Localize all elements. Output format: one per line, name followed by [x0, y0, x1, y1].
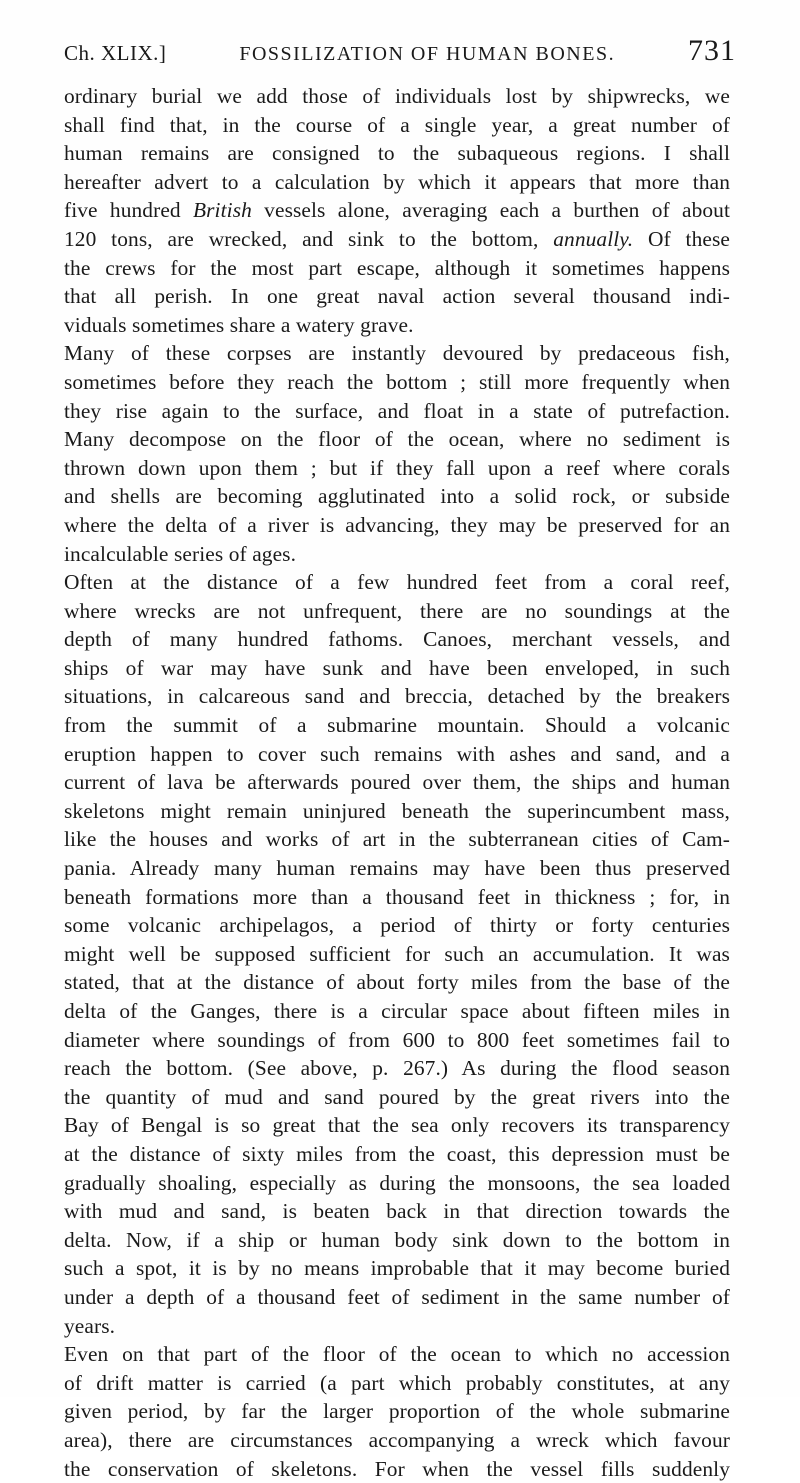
text-line	[64, 196, 730, 225]
text-line: Many decompose on the floor of the ocean, where no sediment is	[64, 425, 730, 454]
text-line: where the delta of a river is advancing, they may be preserved for an	[64, 511, 730, 540]
text-line: the crews for the most part escape, although it sometimes happens	[64, 254, 730, 283]
text-segment: Of these	[633, 227, 730, 251]
text-segment: 120 tons, are wrecked, and sink to the bottom,	[64, 227, 553, 251]
text-line: might well be supposed sufficient for such an accumulation. It was	[64, 940, 730, 969]
text-line: that all perish. In one great naval action several thousand indi-	[64, 282, 730, 311]
text-line: the conservation of skeletons. For when the vessel fills suddenly	[64, 1455, 730, 1483]
text-segment: five hundred	[64, 198, 193, 222]
text-line: human remains are consigned to the subaqueous regions. I shall	[64, 139, 730, 168]
page-number: 731	[688, 34, 736, 68]
text-line	[64, 225, 730, 254]
text-line: Often at the distance of a few hundred feet from a coral reef,	[64, 568, 730, 597]
text-line: situations, in calcareous sand and breccia, detached by the breakers	[64, 682, 730, 711]
text-line: beneath formations more than a thousand feet in thickness ; for, in	[64, 883, 730, 912]
text-line: under a depth of a thousand feet of sediment in the same number of	[64, 1283, 730, 1312]
text-line: sometimes before they reach the bottom ; still more frequently when	[64, 368, 730, 397]
text-line: some volcanic archipelagos, a period of thirty or forty centuries	[64, 911, 730, 940]
text-line: Bay of Bengal is so great that the sea only recovers its transparency	[64, 1111, 730, 1140]
italic-text: British	[193, 198, 252, 222]
text-line: the quantity of mud and sand poured by the great rivers into the	[64, 1083, 730, 1112]
text-line: given period, by far the larger proportion of the whole submarine	[64, 1397, 730, 1426]
text-line: and shells are becoming agglutinated into a solid rock, or subside	[64, 482, 730, 511]
text-line: from the summit of a submarine mountain. Should a volcanic	[64, 711, 730, 740]
text-line: like the houses and works of art in the subterranean cities of Cam-	[64, 825, 730, 854]
chapter-reference: Ch. XLIX.]	[64, 41, 166, 66]
text-line: they rise again to the surface, and float in a state of putrefaction.	[64, 397, 730, 426]
text-line: stated, that at the distance of about forty miles from the base of the	[64, 968, 730, 997]
text-line: eruption happen to cover such remains with ashes and sand, and a	[64, 740, 730, 769]
text-line: Even on that part of the floor of the ocean to which no accession	[64, 1340, 730, 1369]
text-line: skeletons might remain uninjured beneath the superincumbent mass,	[64, 797, 730, 826]
text-line: ordinary burial we add those of individuals lost by shipwrecks, we	[64, 82, 730, 111]
text-line: current of lava be afterwards poured over them, the ships and human	[64, 768, 730, 797]
text-line: incalculable series of ages.	[64, 540, 730, 569]
text-line: such a spot, it is by no means improbable that it may become buried	[64, 1254, 730, 1283]
text-line: pania. Already many human remains may have been thus preserved	[64, 854, 730, 883]
text-line: years.	[64, 1312, 730, 1341]
text-segment: vessels alone, averaging each a burthen of about	[252, 198, 730, 222]
body-text	[64, 82, 730, 1483]
text-line: Many of these corpses are instantly devoured by predaceous fish,	[64, 339, 730, 368]
italic-text: annually.	[553, 227, 633, 251]
page-title: FOSSILIZATION OF HUMAN BONES.	[239, 43, 615, 66]
text-line: shall find that, in the course of a single year, a great number of	[64, 111, 730, 140]
text-line: hereafter advert to a calculation by which it appears that more than	[64, 168, 730, 197]
text-line: gradually shoaling, especially as during the monsoons, the sea loaded	[64, 1169, 730, 1198]
text-line: of drift matter is carried (a part which probably constitutes, at any	[64, 1369, 730, 1398]
text-line: diameter where soundings of from 600 to 800 feet sometimes fail to	[64, 1026, 730, 1055]
text-line: at the distance of sixty miles from the coast, this depression must be	[64, 1140, 730, 1169]
text-line: delta of the Ganges, there is a circular space about fifteen miles in	[64, 997, 730, 1026]
text-line: thrown down upon them ; but if they fall upon a reef where corals	[64, 454, 730, 483]
text-line: viduals sometimes share a watery grave.	[64, 311, 730, 340]
text-line: reach the bottom. (See above, p. 267.) As during the flood season	[64, 1054, 730, 1083]
text-line: depth of many hundred fathoms. Canoes, merchant vessels, and	[64, 625, 730, 654]
text-line: with mud and sand, is beaten back in that direction towards the	[64, 1197, 730, 1226]
text-line: area), there are circumstances accompanying a wreck which favour	[64, 1426, 730, 1455]
text-line: ships of war may have sunk and have been enveloped, in such	[64, 654, 730, 683]
text-line: delta. Now, if a ship or human body sink down to the bottom in	[64, 1226, 730, 1255]
text-line: where wrecks are not unfrequent, there are no soundings at the	[64, 597, 730, 626]
running-head	[64, 34, 736, 74]
